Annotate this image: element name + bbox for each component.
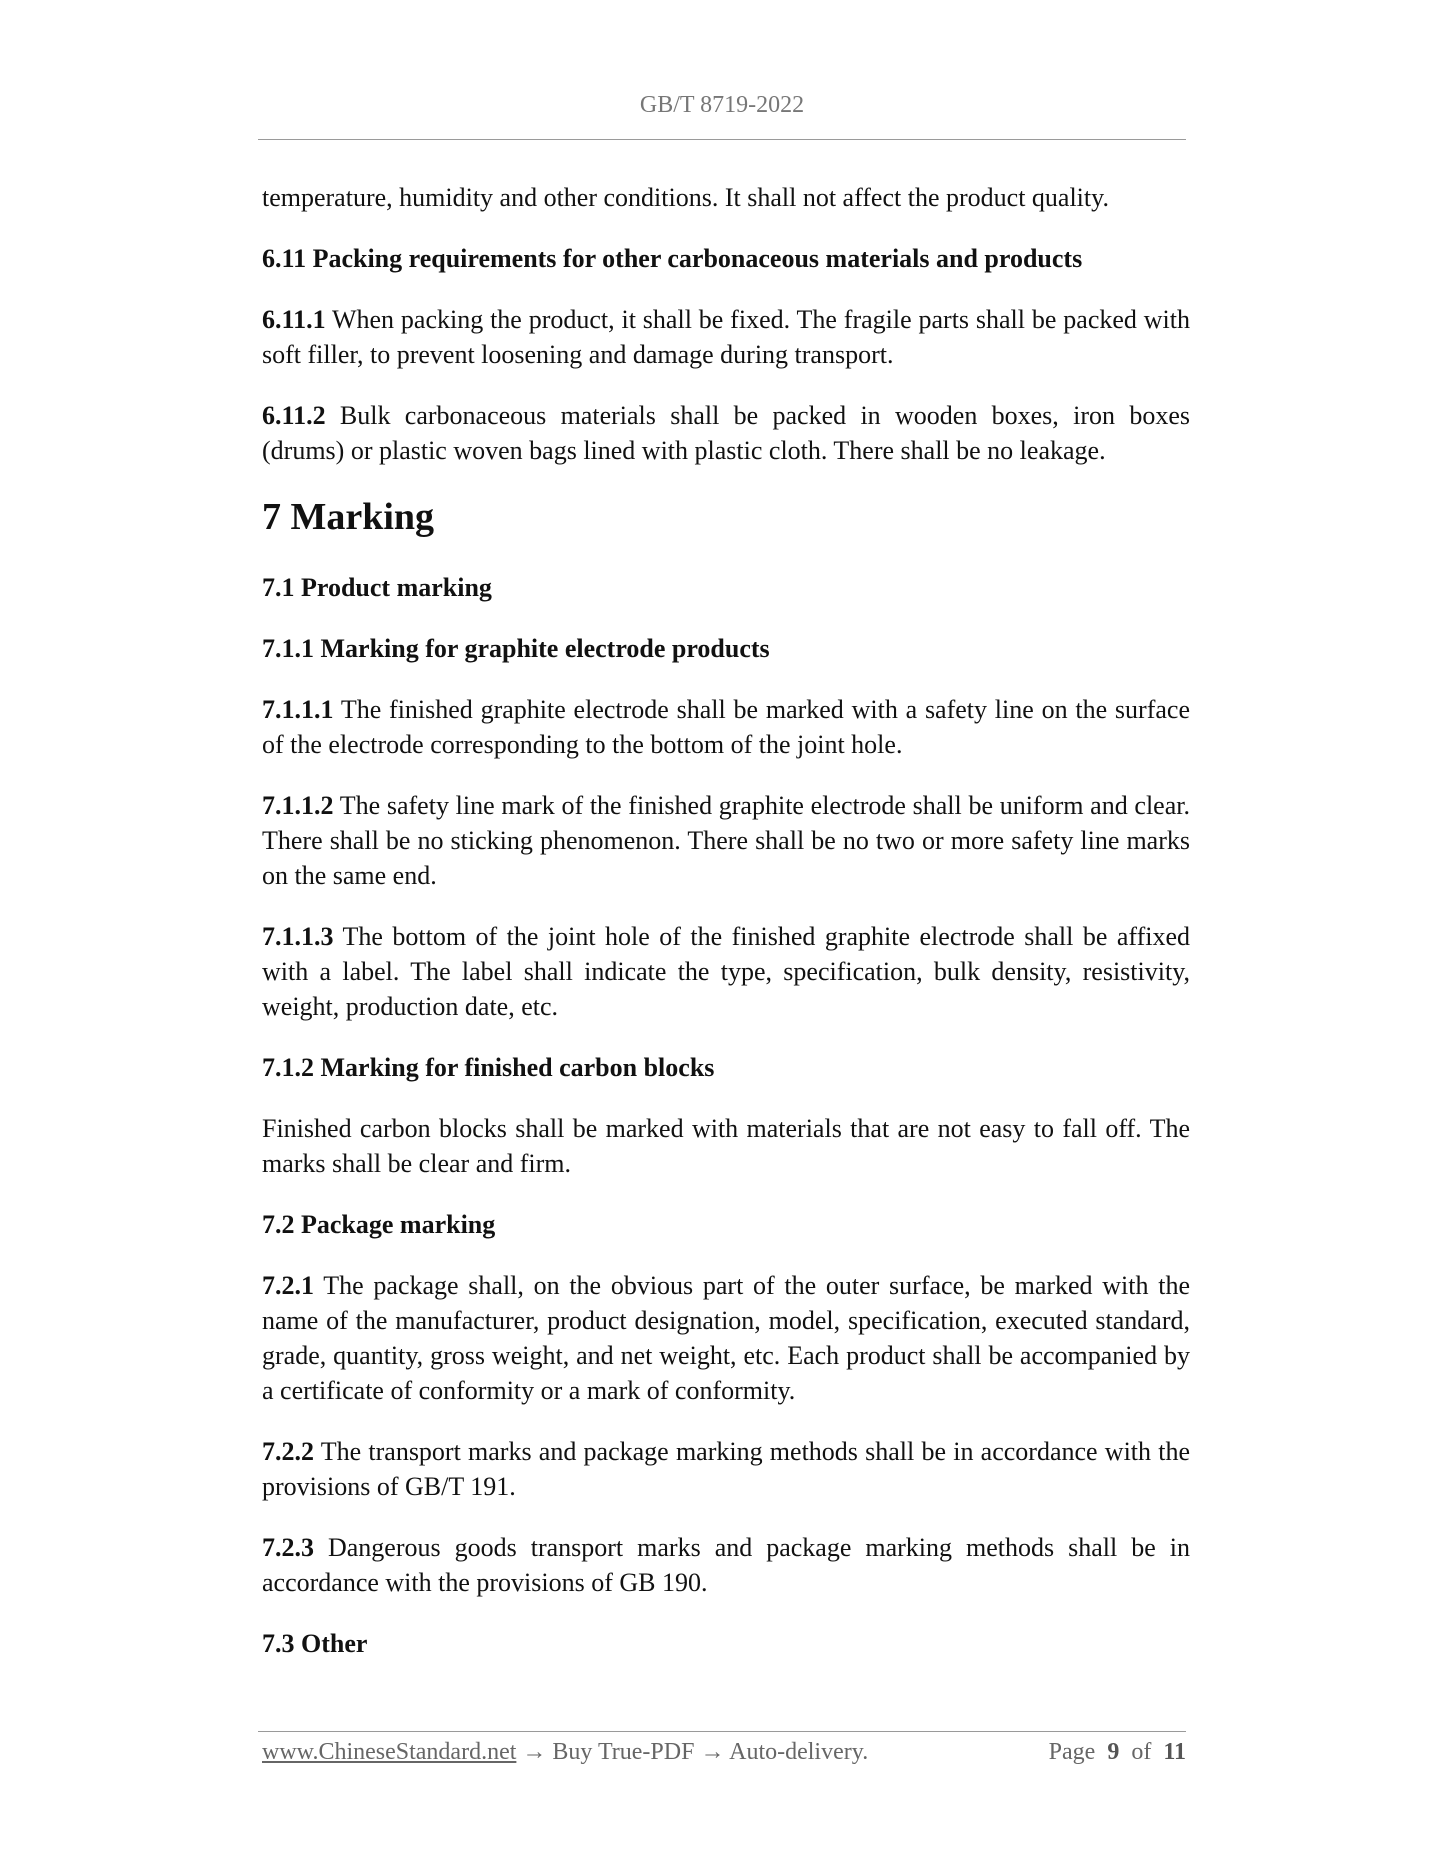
footer-promo [262,1737,868,1767]
heading-6-11: 6.11 Packing requirements for other carbonaceous materials and products [262,244,1083,273]
clause-text: The safety line mark of the finished graphite electrode shall be uniform and clear. There shall be no sticking phenomenon. There shall be no two or more safety line marks on the same end. [262,791,1190,890]
footer-promo-text: → Buy True-PDF → Auto-delivery. [516,1739,869,1765]
clause-text: Dangerous goods transport marks and package marking methods shall be in accordance with the provisions of GB 190. [262,1533,1190,1597]
clause-number: 7.2.3 [262,1533,314,1562]
heading-7-2: 7.2 Package marking [262,1210,496,1239]
page-indicator [1049,1737,1186,1767]
clause-text: Bulk carbonaceous materials shall be packed in wooden boxes, iron boxes (drums) or plastic woven bags lined with plastic cloth. There shall be no leakage. [262,401,1190,465]
website-link[interactable]: www.ChineseStandard.net [262,1739,517,1765]
of-word: of [1131,1739,1152,1765]
clause-text: When packing the product, it shall be fixed. The fragile parts shall be packed with soft filler, to prevent loosening and damage during transport. [262,305,1190,369]
clause-7-2-2 [262,1434,1190,1504]
page-number: 9 [1107,1739,1120,1765]
heading-7-1: 7.1 Product marking [262,573,492,602]
clause-6-11-2 [262,398,1190,468]
clause-7-2-3 [262,1530,1190,1600]
clause-text: The bottom of the joint hole of the finished graphite electrode shall be affixed with a label. The label shall indicate the type, specification, bulk density, resistivity, weight, production date, etc. [262,922,1190,1021]
page-footer [262,1737,1186,1767]
page-word: Page [1048,1739,1096,1765]
clause-number: 6.11.2 [262,401,326,430]
page-header-standard-code: GB/T 8719-2022 [639,92,805,118]
clause-text: The finished graphite electrode shall be marked with a safety line on the surface of the electrode corresponding to the bottom of the joint hole. [262,695,1190,759]
heading-7-3: 7.3 Other [262,1629,368,1658]
clause-number: 7.1.1.1 [262,695,334,724]
document-body [262,180,1190,1661]
page-total: 11 [1163,1739,1186,1765]
heading-7-marking: 7 Marking [262,496,435,538]
heading-7-1-2: 7.1.2 Marking for finished carbon blocks [262,1053,715,1082]
clause-number: 6.11.1 [262,305,326,334]
clause-number: 7.2.1 [262,1271,314,1300]
clause-7-1-1-1 [262,692,1190,762]
header-divider [258,139,1186,140]
clause-number: 7.1.1.3 [262,922,334,951]
heading-7-1-1: 7.1.1 Marking for graphite electrode products [262,634,770,663]
clause-text: The transport marks and package marking methods shall be in accordance with the provisions of GB/T 191. [262,1437,1190,1501]
clause-7-1-1-3 [262,919,1190,1024]
paragraph-7-1-2: Finished carbon blocks shall be marked with materials that are not easy to fall off. The marks shall be clear and firm. [262,1114,1190,1178]
clause-number: 7.2.2 [262,1437,314,1466]
clause-6-11-1 [262,302,1190,372]
clause-7-1-1-2 [262,788,1190,893]
clause-7-2-1 [262,1268,1190,1408]
clause-number: 7.1.1.2 [262,791,334,820]
footer-divider [258,1731,1186,1732]
clause-text: The package shall, on the obvious part of the outer surface, be marked with the name of the manufacturer, product designation, model, specification, executed standard, grade, quantity, gross weight, and net weight, etc. Each product shall be accompanied by a certificate of conformity or a mark of conformity. [262,1271,1190,1405]
paragraph-continuation: temperature, humidity and other conditions. It shall not affect the product quality. [262,183,1109,212]
